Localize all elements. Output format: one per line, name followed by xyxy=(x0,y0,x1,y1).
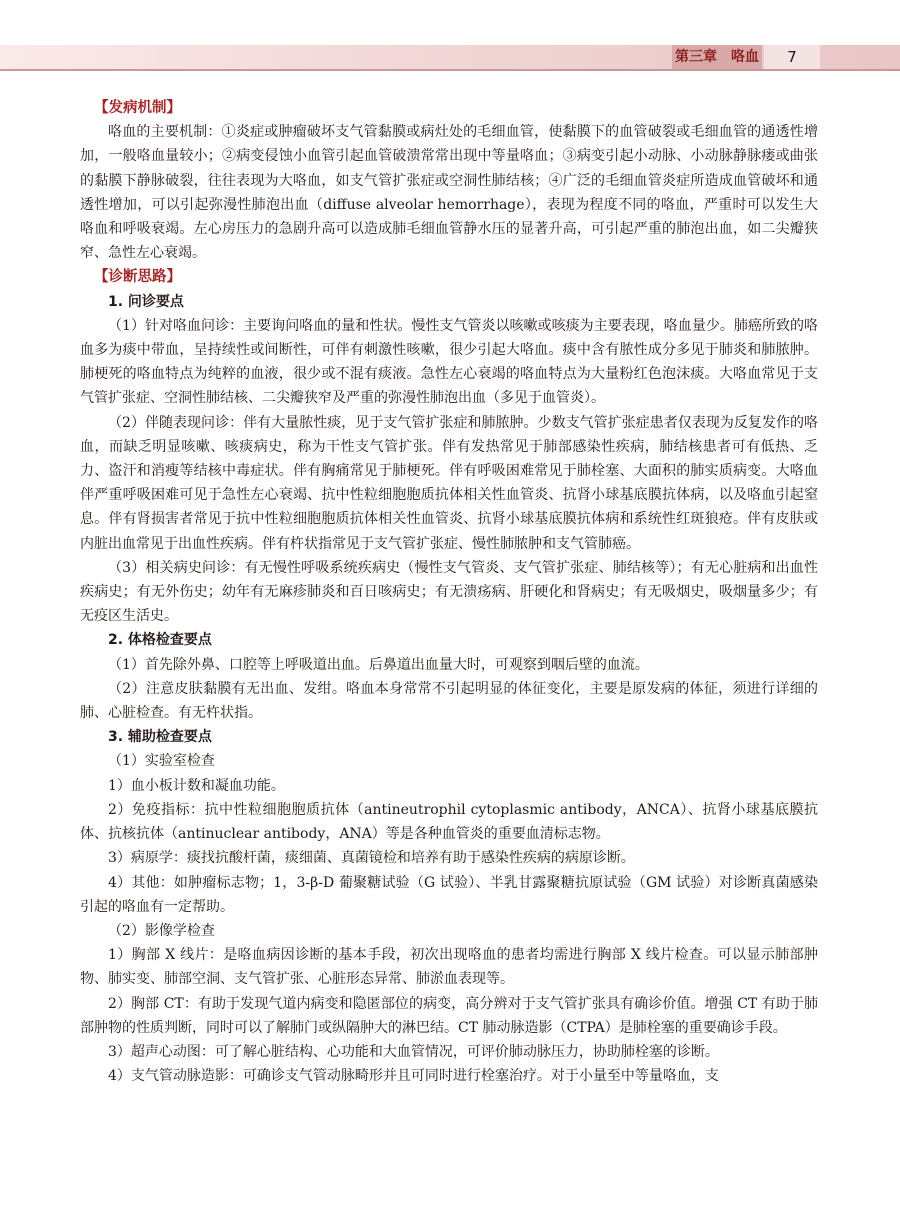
list-item-imaging-4: 4）支气管动脉造影：可确诊支气管动脉畸形并且可同时进行栓塞治疗。对于小量至中等量咯血，支 xyxy=(108,1068,719,1085)
paragraph-exam-2: （2）注意皮肤黏膜有无出血、发绀。咯血本身常常不引起明显的体征变化，主要是原发病的体征，须进行详细的肺、心脏检查。有无杵状指。 xyxy=(80,680,818,722)
subheading-history-taking: 1. 问诊要点 xyxy=(108,293,184,310)
page-body xyxy=(80,96,818,1088)
section-heading-pathogenesis: 【发病机制】 xyxy=(94,100,181,116)
list-item-imaging-1: 1）胸部 X 线片：是咯血病因诊断的基本手段，初次出现咯血的患者均需进行胸部 X 线片检查。可以显示肺部肿物、肺实变、肺部空洞、支气管扩张、心脏形态异常、肺淤血表现等。 xyxy=(80,947,818,988)
list-item-lab-4: 4）其他：如肿瘤标志物；1，3-β-D 葡聚糖试验（G 试验）、半乳甘露聚糖抗原试验（GM 试验）对诊断真菌感染引起的咯血有一定帮助。 xyxy=(80,874,818,915)
paragraph-related-history: （3）相关病史问诊：有无慢性呼吸系统疾病史（慢性支气管炎、支气管扩张症、肺结核等）；有无心脏病和出血性疾病史；有无外伤史；幼年有无麻疹肺炎和百日咳病史；有无溃疡病、肝硬化和肾病史；有无吸烟史，吸烟量多少；有无疫区生活史。 xyxy=(80,559,818,625)
list-item-lab-1: 1）血小板计数和凝血功能。 xyxy=(108,777,285,794)
paragraph-lab-tests: （1）实验室检查 xyxy=(108,753,215,770)
header-rule xyxy=(0,69,900,71)
paragraph-exam-1: （1）首先除外鼻、口腔等上呼吸道出血。后鼻道出血量大时，可观察到咽后壁的血流。 xyxy=(108,656,649,673)
page-number: 7 xyxy=(764,45,820,69)
list-item-lab-2: 2）免疫指标：抗中性粒细胞胞质抗体（antineutrophil cytoplasmic antibody，ANCA）、抗肾小球基底膜抗体、抗核抗体（antinuclear antibody，ANA）等是各种血管炎的重要血清标志物。 xyxy=(80,801,818,843)
list-item-imaging-3: 3）超声心动图：可了解心脏结构、心功能和大血管情况，可评价肺动脉压力，协助肺栓塞的诊断。 xyxy=(108,1043,719,1060)
subheading-auxiliary-exam: 3. 辅助检查要点 xyxy=(108,729,212,746)
chapter-title: 第三章 咯血 xyxy=(672,45,762,69)
list-item-imaging-2: 2）胸部 CT：有助于发现气道内病变和隐匿部位的病变，高分辨对于支气管扩张具有确诊价值。增强 CT 有助于肺部肿物的性质判断，同时可以了解肺门或纵隔肿大的淋巴结。CT 肺动脉造影（CTPA）是肺栓塞的重要确诊手段。 xyxy=(80,995,818,1036)
paragraph-mechanism: 咯血的主要机制：①炎症或肿瘤破坏支气管黏膜或病灶处的毛细血管，使黏膜下的血管破裂或毛细血管的通透性增加，一般咯血量较小；②病变侵蚀小血管引起血管破溃常常出现中等量咯血；③病变引起小动脉、小动脉静脉瘘或曲张的黏膜下静脉破裂，往往表现为大咯血，如支气管扩张症或空洞性肺结核；④广泛的毛细血管炎症所造成血管破坏和通透性增加，可以引起弥漫性肺泡出血（diffuse alveolar hemorrhage），表现为程度不同的咯血，严重时可以发生大咯血和呼吸衰竭。左心房压力的急剧升高可以造成肺毛细血管静水压的显著升高，可引起严重的肺泡出血，如二尖瓣狭窄、急性左心衰竭。 xyxy=(80,124,818,262)
paragraph-imaging: （2）影像学检查 xyxy=(108,922,215,939)
paragraph-accompanying-symptoms: （2）伴随表现问诊：伴有大量脓性痰，见于支气管扩张症和肺脓肿。少数支气管扩张症患者仅表现为反复发作的咯血，而缺乏明显咳嗽、咳痰病史，称为干性支气管扩张。伴有发热常见于肺部感染性疾病，肺结核患者可有低热、乏力、盗汗和消瘦等结核中毒症状。伴有胸痛常见于肺梗死。伴有呼吸困难常见于肺栓塞、大面积的肺实质病变。大咯血伴严重呼吸困难可见于急性左心衰竭、抗中性粒细胞胞质抗体相关性血管炎、抗肾小球基底膜抗体病，以及咯血引起窒息。伴有肾损害者常见于抗中性粒细胞胞质抗体相关性血管炎、抗肾小球基底膜抗体病和系统性红斑狼疮。伴有皮肤或内脏出血常见于出血性疾病。伴有杵状指常见于支气管扩张症、慢性肺脓肿和支气管肺癌。 xyxy=(80,414,818,552)
section-heading-diagnosis: 【诊断思路】 xyxy=(94,269,181,286)
list-item-lab-3: 3）病原学：痰找抗酸杆菌，痰细菌、真菌镜检和培养有助于感染性疾病的病原诊断。 xyxy=(108,850,635,867)
subheading-physical-exam: 2. 体格检查要点 xyxy=(108,632,212,649)
paragraph-hemoptysis-inquiry: （1）针对咯血问诊：主要询问咯血的量和性状。慢性支气管炎以咳嗽或咳痰为主要表现，咯血量少。肺癌所致的咯血多为痰中带血，呈持续性或间断性，可伴有刺激性咳嗽，很少引起大咯血。痰中含有脓性成分多见于肺炎和肺脓肿。肺梗死的咯血特点为纯粹的血液，很少或不混有痰液。急性左心衰竭的咯血特点为大量粉红色泡沫痰。大咯血常见于支气管扩张症、空洞性肺结核、二尖瓣狭窄及严重的弥漫性肺泡出血（多见于血管炎）。 xyxy=(80,317,818,407)
